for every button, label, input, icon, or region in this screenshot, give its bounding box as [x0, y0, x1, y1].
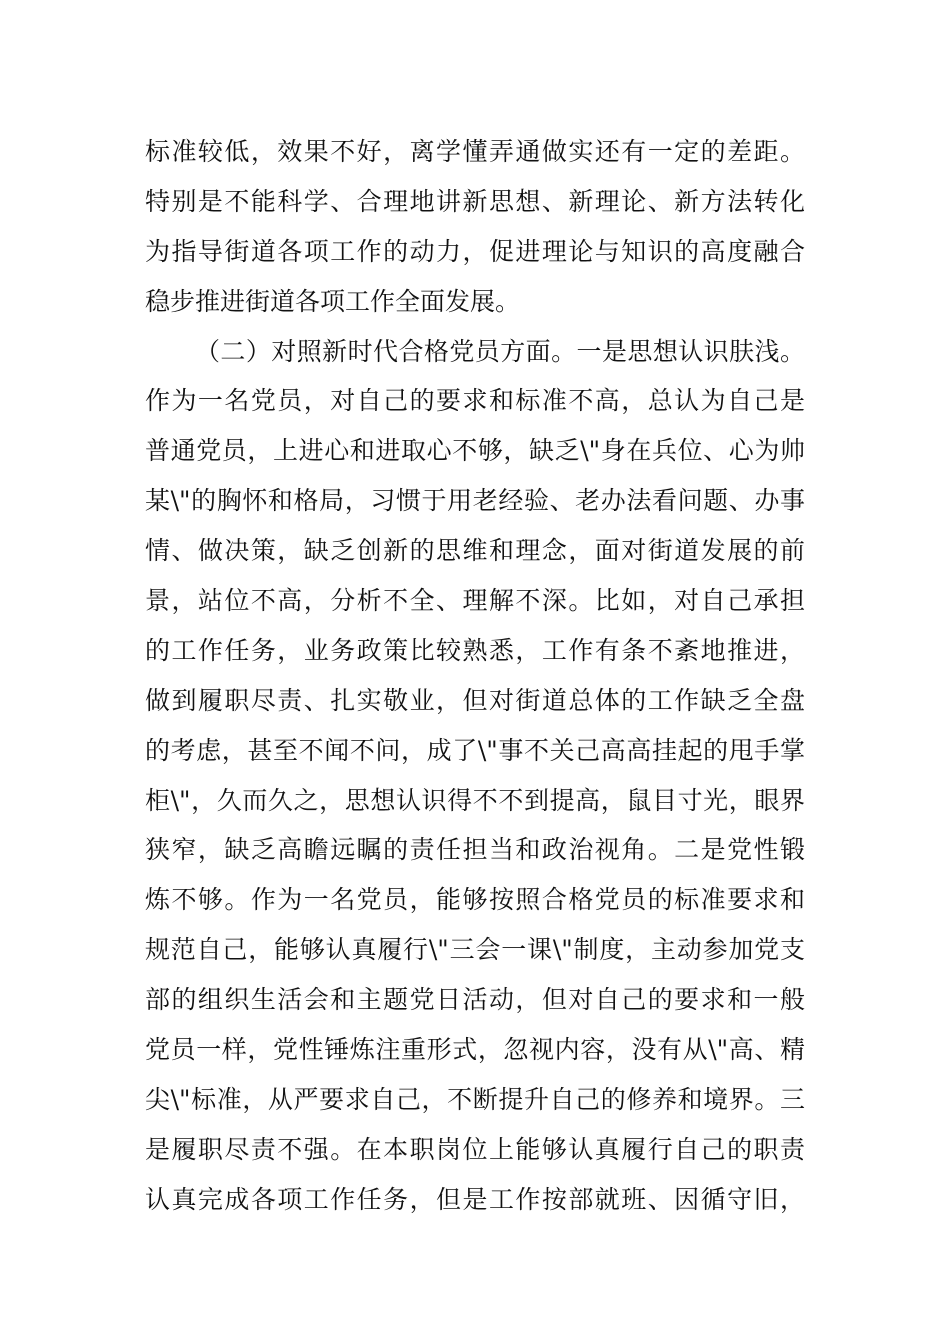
paragraph-continued — [145, 127, 805, 327]
text-line: 的工作任务，业务政策比较熟悉，工作有条不紊地推进， — [145, 635, 805, 665]
text-line: 特别是不能科学、合理地讲新思想、新理论、新方法转化 — [145, 186, 805, 216]
text-line: 认真完成各项工作任务，但是工作按部就班、因循守旧， — [145, 1184, 805, 1214]
text-line: 规范自己，能够认真履行\"三会一课\"制度，主动参加党支 — [145, 935, 805, 965]
text-line: 柜\"，久而久之，思想认识得不不到提高，鼠目寸光，眼界 — [145, 785, 805, 815]
body-text — [145, 127, 805, 1225]
text-line: 党员一样，党性锤炼注重形式，忽视内容，没有从\"高、精 — [145, 1035, 805, 1065]
text-line: 情、做决策，缺乏创新的思维和理念，面对街道发展的前 — [145, 536, 805, 566]
text-line: 做到履职尽责、扎实敬业，但对街道总体的工作缺乏全盘 — [145, 685, 805, 715]
text-line: 炼不够。作为一名党员，能够按照合格党员的标准要求和 — [145, 885, 805, 915]
text-line: 标准较低，效果不好，离学懂弄通做实还有一定的差距。 — [145, 137, 805, 166]
text-line: 普通党员，上进心和进取心不够，缺乏\"身在兵位、心为帅 — [145, 436, 805, 466]
text-line: 为指导街道各项工作的动力，促进理论与知识的高度融合 — [145, 236, 805, 266]
text-line: 是履职尽责不强。在本职岗位上能够认真履行自己的职责 — [145, 1134, 805, 1164]
text-line: 作为一名党员，对自己的要求和标准不高，总认为自己是 — [145, 386, 805, 416]
paragraph-section-two — [145, 327, 805, 1225]
text-line: 部的组织生活会和主题党日活动，但对自己的要求和一般 — [145, 985, 805, 1015]
text-line: 尖\"标准，从严要求自己，不断提升自己的修养和境界。三 — [145, 1084, 805, 1114]
text-line: 稳步推进街道各项工作全面发展。 — [145, 286, 521, 316]
text-line: 的考虑，甚至不闻不问，成了\"事不关己高高挂起的甩手掌 — [145, 735, 805, 765]
text-line: 某\"的胸怀和格局，习惯于用老经验、老办法看问题、办事 — [145, 486, 805, 516]
text-line: 狭窄，缺乏高瞻远瞩的责任担当和政治视角。二是党性锻 — [145, 835, 805, 865]
text-line: （二）对照新时代合格党员方面。一是思想认识肤浅。 — [195, 336, 805, 366]
text-line: 景，站位不高，分析不全、理解不深。比如，对自己承担 — [145, 586, 805, 616]
